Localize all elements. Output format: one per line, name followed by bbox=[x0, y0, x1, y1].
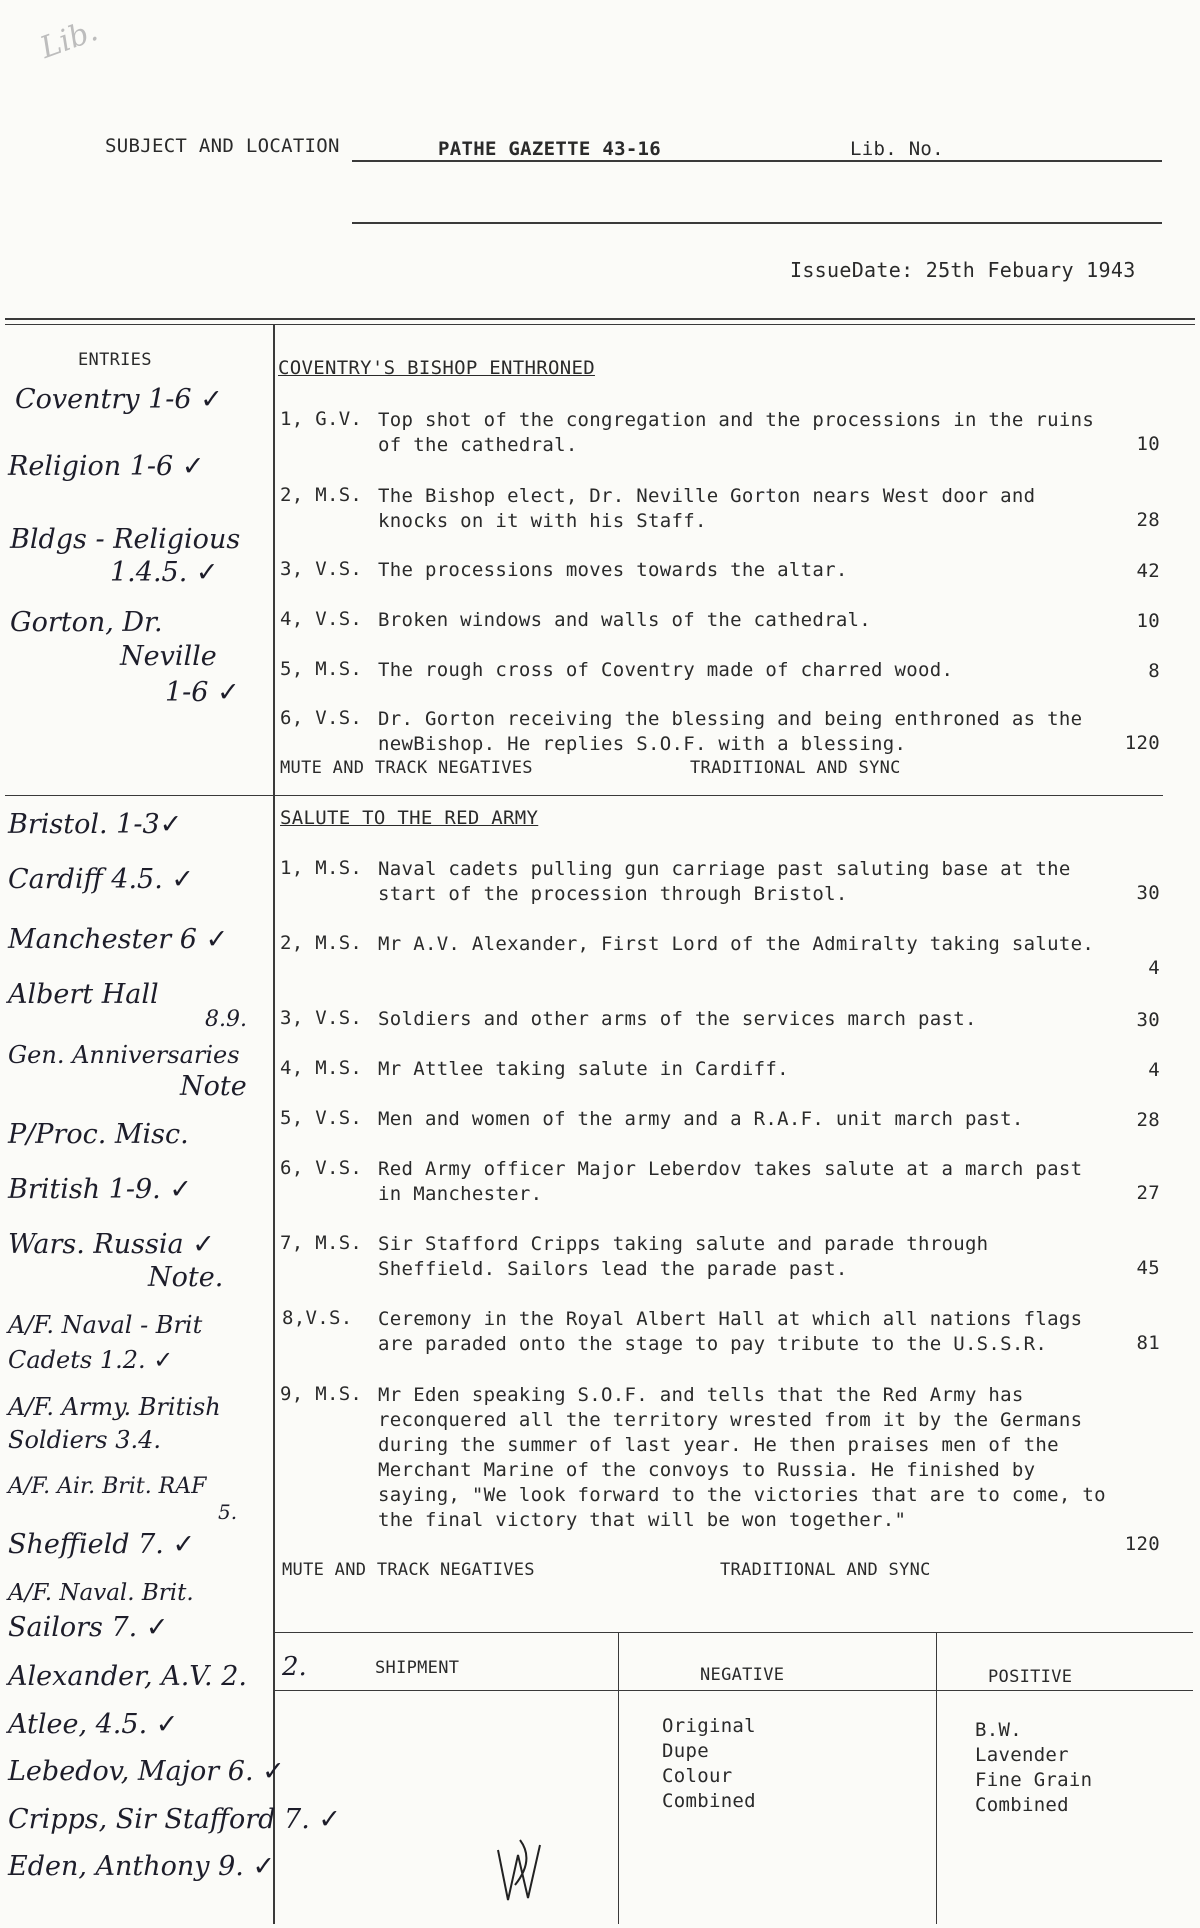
shot-code: 1, M.S. bbox=[280, 857, 363, 879]
entry-atlee: Atlee, 4.5. ✓ bbox=[8, 1709, 179, 1740]
subject-second-line bbox=[352, 222, 1162, 224]
positive-option: Combined bbox=[975, 1794, 1069, 1816]
entry-cardiff: Cardiff 4.5. ✓ bbox=[8, 864, 195, 895]
entry-af-air-shots: 5. bbox=[218, 1500, 238, 1524]
header-rule-2 bbox=[5, 324, 1195, 325]
negative-options bbox=[662, 1714, 756, 1814]
shot-code: 6, V.S. bbox=[280, 1157, 363, 1179]
entry-albert-hall-shots: 8.9. bbox=[205, 1007, 247, 1032]
shot-footage: 8 bbox=[1148, 660, 1160, 682]
shot-code: 7, M.S. bbox=[280, 1232, 363, 1254]
entry-gorton: Gorton, Dr. bbox=[10, 607, 163, 638]
story1-sync: TRADITIONAL AND SYNC bbox=[690, 758, 901, 778]
shot-description: Top shot of the congregation and the processions in the ruins of the cathedral. bbox=[378, 409, 1095, 456]
entry-af-naval-cadets: A/F. Naval - Brit bbox=[8, 1311, 203, 1339]
shot-description: Mr A.V. Alexander, First Lord of the Admiralty taking salute. bbox=[378, 933, 1095, 955]
shipment-handwritten-number: 2. bbox=[282, 1652, 307, 1682]
shot-footage: 28 bbox=[1136, 1109, 1160, 1131]
shot-description: Naval cadets pulling gun carriage past saluting base at the start of the procession through Bristol. bbox=[378, 858, 1071, 905]
footer-header-rule bbox=[273, 1690, 1193, 1691]
shot-footage: 10 bbox=[1136, 433, 1160, 455]
shot-code: 2, M.S. bbox=[280, 932, 363, 954]
entry-cadets: Cadets 1.2. ✓ bbox=[8, 1346, 174, 1374]
shot-footage: 120 bbox=[1124, 1533, 1160, 1555]
shot-footage: 4 bbox=[1148, 957, 1160, 979]
shot-description: Broken windows and walls of the cathedral. bbox=[378, 609, 872, 631]
entries-separator bbox=[5, 795, 275, 796]
shot-code: 1, G.V. bbox=[280, 408, 363, 430]
negative-option: Combined bbox=[662, 1790, 756, 1812]
shot-footage: 4 bbox=[1148, 1059, 1160, 1081]
shot-description: The Bishop elect, Dr. Neville Gorton nears West door and knocks on it with his Staff. bbox=[378, 485, 1036, 532]
entry-anniversaries: Gen. Anniversaries bbox=[8, 1041, 240, 1069]
entry-bldgs-shots: 1.4.5. ✓ bbox=[110, 557, 219, 588]
shot-description: The processions moves towards the altar. bbox=[378, 559, 848, 581]
shot-code: 2, M.S. bbox=[280, 484, 363, 506]
story2-title: SALUTE TO THE RED ARMY bbox=[280, 807, 539, 829]
entry-sailors: Sailors 7. ✓ bbox=[8, 1612, 169, 1643]
shot-description: Ceremony in the Royal Albert Hall at which all nations flags are paraded onto the stage to pay tribute to the U.S.S.R. bbox=[378, 1308, 1083, 1355]
footer-top-rule bbox=[273, 1632, 1193, 1633]
shot-code: 8,V.S. bbox=[282, 1307, 353, 1329]
story1-negatives: MUTE AND TRACK NEGATIVES bbox=[280, 758, 533, 778]
shot-footage: 28 bbox=[1136, 509, 1160, 531]
entry-wars-russia: Wars. Russia ✓ bbox=[8, 1229, 215, 1260]
entry-gorton-shots: 1-6 ✓ bbox=[165, 677, 240, 708]
entry-af-air: A/F. Air. Brit. RAF bbox=[8, 1474, 207, 1499]
shot-code: 6, V.S. bbox=[280, 707, 363, 729]
shot-code: 3, V.S. bbox=[280, 1007, 363, 1029]
negative-option: Colour bbox=[662, 1765, 733, 1787]
story2-negatives: MUTE AND TRACK NEGATIVES bbox=[282, 1560, 535, 1580]
shot-footage: 30 bbox=[1136, 882, 1160, 904]
shot-description: The rough cross of Coventry made of charred wood. bbox=[378, 659, 954, 681]
entry-coventry: Coventry 1-6 ✓ bbox=[15, 384, 223, 415]
entry-alexander: Alexander, A.V. 2. bbox=[8, 1661, 247, 1692]
negative-label: NEGATIVE bbox=[700, 1665, 785, 1685]
entry-british: British 1-9. ✓ bbox=[8, 1174, 192, 1205]
entry-manchester: Manchester 6 ✓ bbox=[8, 924, 229, 955]
positive-option: B.W. bbox=[975, 1719, 1022, 1741]
story-separator bbox=[273, 795, 1163, 796]
entry-bldgs-religious: Bldgs - Religious bbox=[10, 524, 241, 555]
shot-code: 5, M.S. bbox=[280, 658, 363, 680]
shot-footage: 81 bbox=[1136, 1332, 1160, 1354]
entry-af-naval-sailors: A/F. Naval. Brit. bbox=[8, 1580, 194, 1606]
subject-underline bbox=[352, 160, 1162, 162]
shot-description: Sir Stafford Cripps taking salute and parade through Sheffield. Sailors lead the parade past. bbox=[378, 1233, 989, 1280]
shot-footage: 42 bbox=[1136, 560, 1160, 582]
positive-label: POSITIVE bbox=[988, 1667, 1073, 1687]
subject-value: PATHE GAZETTE 43-16 bbox=[438, 138, 662, 160]
subject-label: SUBJECT AND LOCATION bbox=[105, 135, 340, 157]
entry-bristol: Bristol. 1-3✓ bbox=[8, 809, 183, 840]
footer-divider-2 bbox=[936, 1632, 937, 1924]
issue-date: IssueDate: 25th Febuary 1943 bbox=[790, 258, 1136, 282]
shot-footage: 30 bbox=[1136, 1009, 1160, 1031]
entry-wars-russia-note: Note. bbox=[148, 1262, 224, 1293]
shot-footage: 27 bbox=[1136, 1182, 1160, 1204]
negative-option: Original bbox=[662, 1715, 756, 1737]
shot-footage: 45 bbox=[1136, 1257, 1160, 1279]
lib-label: Lib. No. bbox=[850, 138, 944, 160]
shot-code: 5, V.S. bbox=[280, 1107, 363, 1129]
shipment-label: SHIPMENT bbox=[375, 1658, 460, 1678]
story2-sync: TRADITIONAL AND SYNC bbox=[720, 1560, 931, 1580]
shot-code: 3, V.S. bbox=[280, 558, 363, 580]
header-rule bbox=[5, 318, 1195, 320]
entry-proc-misc: P/Proc. Misc. bbox=[8, 1119, 189, 1150]
shot-code: 9, M.S. bbox=[280, 1383, 363, 1405]
shot-code: 4, M.S. bbox=[280, 1057, 363, 1079]
negative-option: Dupe bbox=[662, 1740, 709, 1762]
entry-cripps: Cripps, Sir Stafford 7. ✓ bbox=[8, 1804, 341, 1835]
story1-title: COVENTRY'S BISHOP ENTHRONED bbox=[278, 357, 595, 379]
footer-divider-1 bbox=[618, 1632, 619, 1924]
shot-description: Soldiers and other arms of the services march past. bbox=[378, 1008, 977, 1030]
entry-lebedov: Lebedov, Major 6. ✓ bbox=[8, 1756, 285, 1787]
entry-af-army: A/F. Army. British bbox=[8, 1393, 221, 1421]
entries-divider bbox=[273, 324, 275, 1924]
entry-religion: Religion 1-6 ✓ bbox=[8, 451, 205, 482]
shot-footage: 120 bbox=[1124, 732, 1160, 754]
entry-soldiers: Soldiers 3.4. bbox=[8, 1426, 162, 1454]
entries-heading: ENTRIES bbox=[78, 350, 152, 370]
positive-option: Lavender bbox=[975, 1744, 1069, 1766]
shot-description: Red Army officer Major Leberdov takes salute at a march past in Manchester. bbox=[378, 1158, 1083, 1205]
positive-option: Fine Grain bbox=[975, 1769, 1093, 1791]
entry-gorton-neville: Neville bbox=[120, 641, 217, 672]
shot-description: Men and women of the army and a R.A.F. unit march past. bbox=[378, 1108, 1024, 1130]
shot-footage: 10 bbox=[1136, 610, 1160, 632]
shot-description: Dr. Gorton receiving the blessing and being enthroned as the newBishop. He replies S.O.F. with a blessing. bbox=[378, 708, 1083, 755]
entry-sheffield: Sheffield 7. ✓ bbox=[8, 1529, 196, 1560]
entry-albert-hall: Albert Hall bbox=[8, 979, 159, 1010]
signature-scribble bbox=[490, 1830, 560, 1910]
entry-eden: Eden, Anthony 9. ✓ bbox=[8, 1851, 276, 1882]
faded-stamp: Lib. bbox=[35, 13, 103, 66]
shot-description: Mr Attlee taking salute in Cardiff. bbox=[378, 1058, 789, 1080]
entry-anniversaries-note: Note bbox=[180, 1071, 247, 1102]
positive-options bbox=[975, 1718, 1092, 1818]
shot-code: 4, V.S. bbox=[280, 608, 363, 630]
shot-description: Mr Eden speaking S.O.F. and tells that the Red Army has reconquered all the territory wrested from it by the Germans during the summer of last year. He then praises men of the Merchant Marine of the convoys to Russia. He finished by saying, "We look forward to the victories that are to come, to the final victory that will be won together." bbox=[378, 1384, 1106, 1531]
